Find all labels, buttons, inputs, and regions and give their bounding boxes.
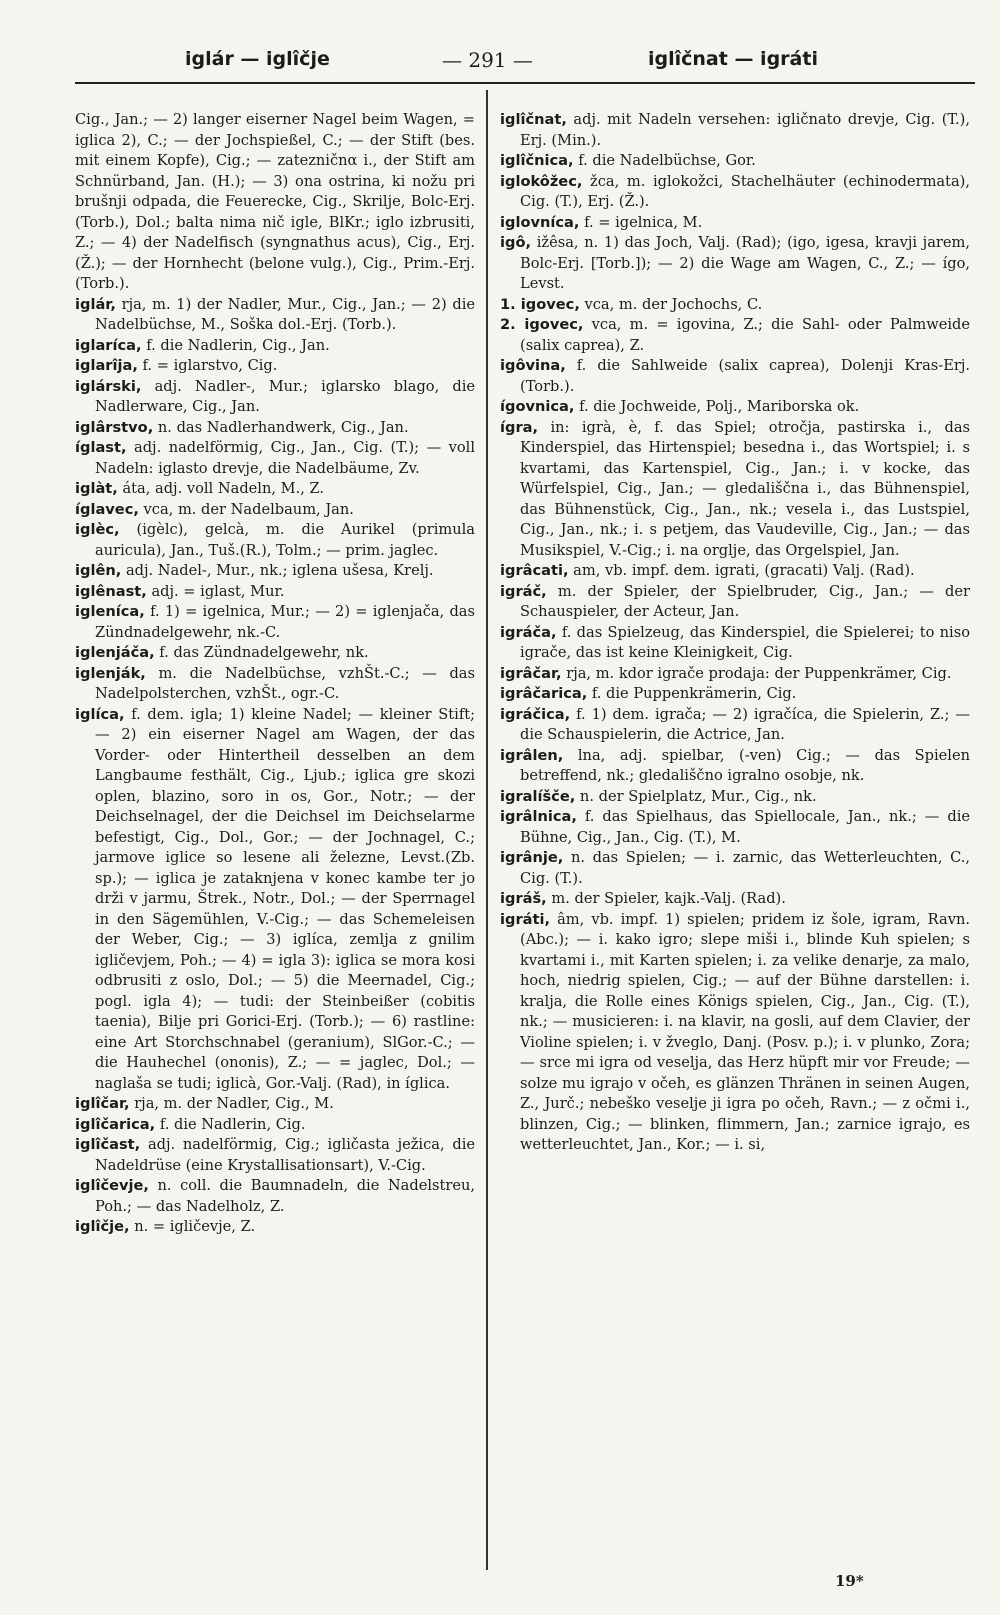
entry-headword: iglîčast, xyxy=(75,1136,141,1153)
entry-headword: igráti, xyxy=(500,910,551,928)
entry-definition: f. 1) dem. igrača; — 2) igračíca, die Spielerin, Z.; — die Schauspielerin, die Actrice, Jan. xyxy=(520,705,970,743)
dictionary-entry xyxy=(500,172,970,213)
entry-headword: igráča, xyxy=(500,623,557,641)
entry-definition: f. die Nadlerin, Cig. xyxy=(159,1115,306,1133)
header-rule xyxy=(75,82,975,84)
dictionary-entry xyxy=(75,643,475,664)
entry-definition: f. die Puppenkrämerin, Cig. xyxy=(591,685,797,702)
entry-headword: iglênast, xyxy=(75,582,147,600)
entry-definition: vca, m. = igovina, Z.; die Sahl- oder Palmweide (salix caprea), Z. xyxy=(520,316,970,354)
entry-headword: igralíšče, xyxy=(500,787,576,805)
dictionary-entry xyxy=(500,418,970,562)
entry-headword: igrâcati, xyxy=(500,562,569,579)
dictionary-entry xyxy=(75,479,475,500)
entry-headword: iglokôžec, xyxy=(500,172,583,190)
entry-headword: igleníca, xyxy=(75,603,145,620)
entry-definition: adj. mit Nadeln versehen: igličnato drevje, Cig. (T.), Erj. (Min.). xyxy=(520,111,970,149)
left-column xyxy=(75,110,475,1238)
entry-headword: iglîčar, xyxy=(75,1095,130,1112)
signature-mark: 19* xyxy=(835,1572,864,1590)
entry-headword: igrânje, xyxy=(500,849,564,866)
entry-headword: igrâčarica, xyxy=(500,685,588,702)
entry-definition: m. die Nadelbüchse, vzhŠt.-C.; — das Nadelpolsterchen, vzhŠt., ogr.-C. xyxy=(95,664,475,702)
entry-definition: rja, m. kdor igrače prodaja: der Puppenkrämer, Cig. xyxy=(566,664,952,682)
entry-definition: f. 1) = igelnica, Mur.; — 2) = iglenjača, das Zündnadelgewehr, nk.-C. xyxy=(95,603,475,641)
dictionary-entry xyxy=(500,110,970,151)
dictionary-entry xyxy=(75,602,475,643)
dictionary-entry xyxy=(75,520,475,561)
entry-headword: iglèc, xyxy=(75,521,120,538)
entry-definition: áta, adj. voll Nadeln, M., Z. xyxy=(122,480,325,497)
dictionary-entry xyxy=(75,582,475,603)
dictionary-entry xyxy=(75,377,475,418)
entry-headword: iglár, xyxy=(75,295,116,313)
entry-definition: m. der Spieler, kajk.-Valj. (Rad). xyxy=(551,890,786,907)
dictionary-entry xyxy=(500,233,970,295)
entry-headword: 2. igovec, xyxy=(500,316,584,333)
entry-headword: iglenják, xyxy=(75,664,146,682)
entry-definition: f. die Sahlweide (salix caprea), Dolenji Kras-Erj. (Torb.). xyxy=(520,357,971,395)
dictionary-entry xyxy=(500,910,970,1156)
column-divider xyxy=(486,90,488,1570)
entry-headword: ígovnica, xyxy=(500,398,575,415)
entry-headword: iglárski, xyxy=(75,377,142,395)
entry-definition: f. das Spielhaus, das Spiellocale, Jan., nk.; — die Bühne, Cig., Jan., Cig. (T.), M. xyxy=(520,808,970,846)
running-header xyxy=(70,40,970,80)
dictionary-entry xyxy=(500,746,970,787)
dictionary-entry xyxy=(75,664,475,705)
dictionary-entry xyxy=(500,705,970,746)
entry-definition: f. die Jochweide, Polj., Mariborska ok. xyxy=(579,398,860,415)
entry-definition: f. die Nadelbüchse, Gor. xyxy=(578,152,756,169)
entry-definition: adj. Nadler-, Mur.; iglarsko blago, die Nadlerware, Cig., Jan. xyxy=(95,377,475,415)
entry-definition: f. das Zündnadelgewehr, nk. xyxy=(159,644,369,661)
entry-headword: igráčica, xyxy=(500,705,571,723)
dictionary-entry xyxy=(75,1176,475,1217)
entry-definition: n. der Spielplatz, Mur., Cig., nk. xyxy=(579,787,817,805)
entry-headword: ígra, xyxy=(500,418,539,436)
entry-definition: adj. nadelförmig, Cig., Jan., Cig. (T.); — voll Nadeln: iglasto drevje, die Nadelbäume, Zv. xyxy=(95,439,476,477)
dictionary-entry xyxy=(75,1217,475,1238)
dictionary-entry xyxy=(500,315,970,356)
dictionary-entry xyxy=(500,582,970,623)
entry-definition: ižêsa, n. 1) das Joch, Valj. (Rad); (igo, igesa, kravji jarem, Bolc-Erj. [Torb.]); — 2) die Wage am Wagen, C., Z.; — ígo, Levst. xyxy=(520,234,970,292)
entry-headword: íglavec, xyxy=(75,500,139,518)
dictionary-entry xyxy=(75,295,475,336)
dictionary-entry xyxy=(75,1115,475,1136)
entry-definition: f. dem. igla; 1) kleine Nadel; — kleiner Stift; — 2) ein eiserner Nagel am Wagen, der das Vorder- oder Hintertheil desselben an dem Langbaume festhält, Cig., Ljub.; iglica gre skozi oplen, blazino, soro in os, Gor., Notr.; — der Deichselnagel, der die Deichsel im Deichselarme befestigt, Cig., Dol., Gor.; — der Jochnagel, C.; jarmove iglice so lesene ali železne, Levst.(Zb. sp.); — iglica je zataknjena v konec kambe ter jo drži v jarmu, Štrek., Notr., Dol.; — der Sperrnagel in den Sägemühlen, V.-Cig.; — das Schemeleisen der Weber, Cig.; — 3) iglíca, zemlja z gnilim igličevjem, Poh.; — 4) = igla 3): iglica se mora kosi odbrusiti z oslo, Dol.; — 5) die Meernadel, Cig.; pogl. igla 4); — tudi: der Steinbeißer (cobitis taenia), Bilje pri Gorici-Erj. (Torb.); — 6) rastline: eine Art Storchschnabel (geranium), SlGor.-C.; — die Hauhechel (ononis), Z.; — = jaglec, Dol.; — naglaša se tudi; iglicà, Gor.-Valj. (Rad), in íglica. xyxy=(95,705,475,1092)
dictionary-entry xyxy=(500,397,970,418)
entry-definition: žca, m. iglokožci, Stachelhäuter (echinodermata), Cig. (T.), Erj. (Ž.). xyxy=(520,172,971,210)
entry-definition: n. = igličevje, Z. xyxy=(134,1218,256,1235)
entry-definition: rja, m. 1) der Nadler, Mur., Cig., Jan.; — 2) die Nadelbüchse, M., Soška dol.-Erj. (Torb.). xyxy=(95,295,475,333)
header-right-guide-words: iglîčnat — igráti xyxy=(648,48,818,70)
dictionary-entry xyxy=(500,295,970,316)
entry-definition: am, vb. impf. dem. igrati, (gracati) Valj. (Rad). xyxy=(573,562,915,579)
entry-headword: iglarîja, xyxy=(75,357,138,374)
dictionary-entry xyxy=(500,848,970,889)
dictionary-entry xyxy=(75,336,475,357)
dictionary-entry xyxy=(500,213,970,234)
entry-definition: vca, m. der Jochochs, C. xyxy=(584,295,763,313)
dictionary-entry xyxy=(75,110,475,295)
entry-definition: adj. = iglast, Mur. xyxy=(151,582,285,600)
entry-headword: igrâčar, xyxy=(500,664,562,682)
entry-headword: iglàt, xyxy=(75,480,118,497)
entry-definition: adj. Nadel-, Mur., nk.; iglena ušesa, Krelj. xyxy=(125,562,434,579)
entry-headword: iglîčarica, xyxy=(75,1115,156,1133)
dictionary-entry xyxy=(75,500,475,521)
entry-definition: adj. nadelförmig, Cig.; igličasta ježica, die Nadeldrüse (eine Krystallisationsart), V.-Cig. xyxy=(95,1136,476,1174)
entry-definition: f. = iglarstvo, Cig. xyxy=(142,357,278,374)
dictionary-entry xyxy=(500,787,970,808)
dictionary-entry xyxy=(75,1135,475,1176)
entry-headword: iglârstvo, xyxy=(75,418,154,436)
entry-headword: igôvina, xyxy=(500,357,566,374)
entry-headword: igô, xyxy=(500,234,532,251)
page-number: — 291 — xyxy=(442,48,533,72)
entry-headword: igrâlnica, xyxy=(500,808,577,825)
entry-headword: iglíca, xyxy=(75,705,125,723)
entry-definition: in: igrà, è, f. das Spiel; otročja, pastirska i., das Kinderspiel, das Hirtenspiel; besedna i., das Wortspiel; i. s kvartami, das Kartenspiel, Cig., Jan.; i. v kocke, das Würfelspiel, Cig., Jan.; — gledališčna i., das Bühnenspiel, das Bühnenstück, Cig., Jan., nk.; vesela i., das Lustspiel, Cig., Jan., nk.; i. s petjem, das Vaudeville, Cig., Jan.; — das Musikspiel, V.-Cig.; i. na orglje, das Orgelspiel, Jan. xyxy=(520,418,971,559)
entry-definition: n. das Spielen; — i. zarnic, das Wetterleuchten, C., Cig. (T.). xyxy=(520,849,971,887)
entry-definition: n. das Nadlerhandwerk, Cig., Jan. xyxy=(157,418,409,436)
header-left-guide-words: iglár — iglîčje xyxy=(185,48,330,70)
entry-definition: âm, vb. impf. 1) spielen; pridem iz šole, igram, Ravn. (Abc.); — i. kako igro; slepe miši i., blinde Kuh spielen; s kvartami i., mit Karten spielen; i. za velike denarje, za malo, hoch, niedrig spielen, Cig.; — auf der Bühne darstellen: i. kralja, die Rolle eines Königs spielen, Cig., Jan., Cig. (T.), nk.; — musicieren: i. na klavir, na gosli, auf dem Clavier, der Violine spielen; i. v žveglo, Danj. (Posv. p.); i. v plunko, Zora; — srce mi igra od veselja, das Herz hüpft mir vor Freude; — solze mu igrajo v očeh, es glänzen Thränen in seinen Augen, Z., Jurč.; nebeško veselje ji igra po očeh, Ravn.; — z očmi i., blinzen, Cig.; — blinken, flimmern, Jan.; zarnice igrajo, es wetterleuchtet, Jan., Kor.; — i. si, xyxy=(520,910,970,1153)
entry-headword: igráč, xyxy=(500,582,547,600)
entry-headword: igrâlen, xyxy=(500,746,564,764)
dictionary-entry xyxy=(75,705,475,1095)
entry-definition: rja, m. der Nadler, Cig., M. xyxy=(134,1095,334,1112)
dictionary-entry xyxy=(500,684,970,705)
dictionary-entry xyxy=(500,807,970,848)
entry-headword: iglîčje, xyxy=(75,1218,130,1235)
entry-definition: f. das Spielzeug, das Kinderspiel, die Spielerei; to niso igrače, das ist keine Kleinigkeit, Cig. xyxy=(520,623,970,661)
dictionary-entry xyxy=(500,889,970,910)
entry-headword: iglovníca, xyxy=(500,213,580,231)
entry-definition: (igèlc), gelcà, m. die Aurikel (primula auricula), Jan., Tuš.(R.), Tolm.; — prim. jaglec. xyxy=(95,521,476,559)
entry-definition: n. coll. die Baumnadeln, die Nadelstreu, Poh.; — das Nadelholz, Z. xyxy=(95,1177,476,1215)
entry-definition: m. der Spieler, der Spielbruder, Cig., Jan.; — der Schauspieler, der Acteur, Jan. xyxy=(520,582,971,620)
entry-definition: Cig., Jan.; — 2) langer eiserner Nagel beim Wagen, = iglica 2), C.; — der Jochspießel, C.; — der Stift (bes. mit einem Kopfe), Cig.; — zatezničnα i., der Stift am Schnürband, Jan. (H.); — 3) ona ostrina, ki nožu pri brušnji odpada, die Feuerecke, Cig., Skrilje, Bolc-Erj.(Torb.), Dol.; balta nima nič igle, BlKr.; iglo izbrusiti, Z.; — 4) der Nadelfisch (syngnathus acus), Cig., Erj. (Ž.); — der Hornhecht (belone vulg.), Cig., Prim.-Erj. (Torb.). xyxy=(75,111,475,292)
dictionary-entry xyxy=(500,561,970,582)
entry-headword: iglên, xyxy=(75,562,122,579)
entry-definition: vca, m. der Nadelbaum, Jan. xyxy=(143,500,354,518)
entry-definition: f. = igelnica, M. xyxy=(584,213,703,231)
dictionary-entry xyxy=(75,438,475,479)
dictionary-entry xyxy=(500,623,970,664)
entry-headword: iglîčnica, xyxy=(500,152,574,169)
entry-definition: f. die Nadlerin, Cig., Jan. xyxy=(146,336,330,354)
dictionary-entry xyxy=(75,356,475,377)
dictionary-entry xyxy=(75,1094,475,1115)
entry-headword: íglast, xyxy=(75,439,127,456)
entry-headword: igráš, xyxy=(500,890,547,907)
entry-headword: iglîčnat, xyxy=(500,111,567,128)
entry-definition: lna, adj. spielbar, (-ven) Cig.; — das Spielen betreffend, nk.; gledališčno igralno osobje, nk. xyxy=(520,746,971,784)
right-column xyxy=(500,110,970,1156)
entry-headword: iglaríca, xyxy=(75,336,142,354)
dictionary-entry xyxy=(75,561,475,582)
dictionary-entry xyxy=(75,418,475,439)
entry-headword: iglenjáča, xyxy=(75,644,155,661)
dictionary-entry xyxy=(500,151,970,172)
entry-headword: 1. igovec, xyxy=(500,295,580,313)
dictionary-entry xyxy=(500,664,970,685)
dictionary-entry xyxy=(500,356,970,397)
entry-headword: iglîčevje, xyxy=(75,1177,149,1194)
